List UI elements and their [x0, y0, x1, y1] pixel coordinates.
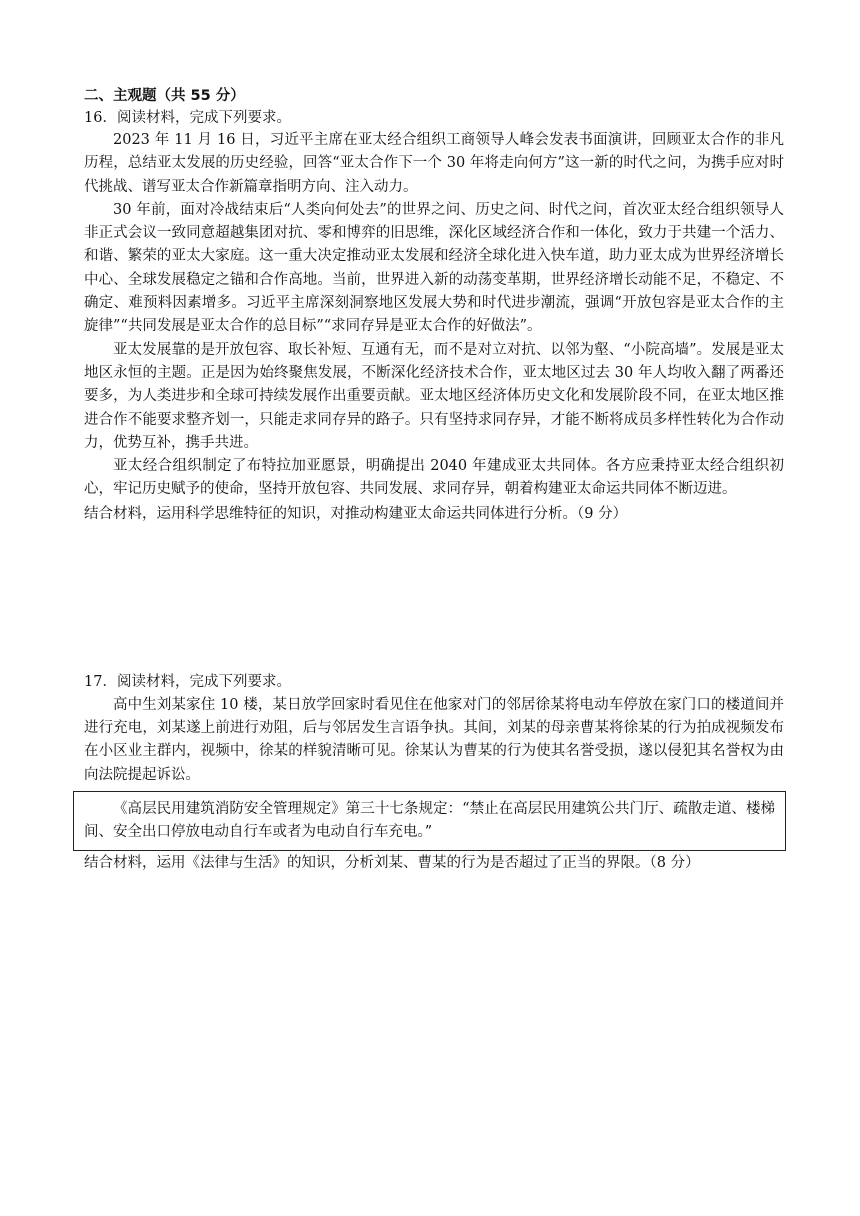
q16-paragraph-1: 2023 年 11 月 16 日，习近平主席在亚太经合组织工商领导人峰会发表书面演讲，回顾亚太合作的非凡历程，总结亚太发展的历史经验，回答“亚太合作下一个 30 年将走向何方”这一新的时代之问，为携手应对时代挑战、谱写亚太合作新篇章指明方向、注入动力。 [84, 132, 784, 195]
q16-paragraph-2: 30 年前，面对冷战结束后“人类向何处去”的世界之问、历史之问、时代之问，首次亚太经合组织领导人非正式会议一致同意超越集团对抗、零和博弈的旧思维，深化区域经济合作和一体化，致力于共建一个活力、和谐、繁荣的亚太大家庭。这一重大决定推动亚太发展和经济全球化进入快车道，助力亚太成为世界经济增长中心、全球发展稳定之锚和合作高地。当前，世界进入新的动荡变革期，世界经济增长动能不足，不稳定、不确定、难预料因素增多。习近平主席深刻洞察地区发展大势和时代进步潮流，强调“开放包容是亚太合作的主旋律”“共同发展是亚太合作的总目标”“求同存异是亚太合作的好做法”。 [84, 201, 784, 335]
answer-space-16 [84, 525, 784, 672]
section-title: 二、主观题（共 55 分） [84, 88, 245, 104]
q17-task: 结合材料，运用《法律与生活》的知识，分析刘某、曹某的行为是否超过了正当的界限。（8 分） [84, 854, 700, 871]
question-17-heading: 17．阅读材料，完成下列要求。 [84, 674, 291, 691]
exam-page [84, 86, 784, 874]
q16-paragraph-4: 亚太经合组织制定了布特拉加亚愿景，明确提出 2040 年建成亚太共同体。各方应秉持亚太经合组织初心，牢记历史赋予的使命，坚持开放包容、共同发展、求同存异，朝着构建亚太命运共同体不断迈进。 [84, 458, 784, 498]
question-16-heading: 16．阅读材料，完成下列要求。 [84, 109, 291, 126]
regulation-box [73, 791, 786, 851]
q16-task: 结合材料，运用科学思维特征的知识，对推动构建亚太命运共同体进行分析。（9 分） [84, 505, 628, 522]
regulation-text: 《高层民用建筑消防安全管理规定》第三十七条规定：“禁止在高层民用建筑公共门厅、疏散走道、楼梯间、安全出口停放电动自行车或者为电动自行车充电。” [84, 800, 775, 841]
q16-paragraph-3: 亚太发展靠的是开放包容、取长补短、互通有无，而不是对立对抗、以邻为壑、“小院高墙”。发展是亚太地区永恒的主题。正是因为始终聚焦发展，不断深化经济技术合作，亚太地区过去 30 年人均收入翻了两番还要多，为人类进步和全球可持续发展作出重要贡献。亚太地区经济体历史文化和发展阶段不同，在亚太地区推进合作不能要求整齐划一，只能走求同存异的路子。只有坚持求同存异，才能不断将成员多样性转化为合作动力，优势互补，携手共进。 [84, 341, 784, 451]
q17-paragraph: 高中生刘某家住 10 楼，某日放学回家时看见住在他家对门的邻居徐某将电动车停放在家门口的楼道间并进行充电，刘某遂上前进行劝阻，后与邻居发生言语争执。其间，刘某的母亲曹某将徐某的行为拍成视频发布在小区业主群内，视频中，徐某的样貌清晰可见。徐某认为曹某的行为使其名誉受损，遂以侵犯其名誉权为由向法院提起诉讼。 [84, 696, 784, 783]
